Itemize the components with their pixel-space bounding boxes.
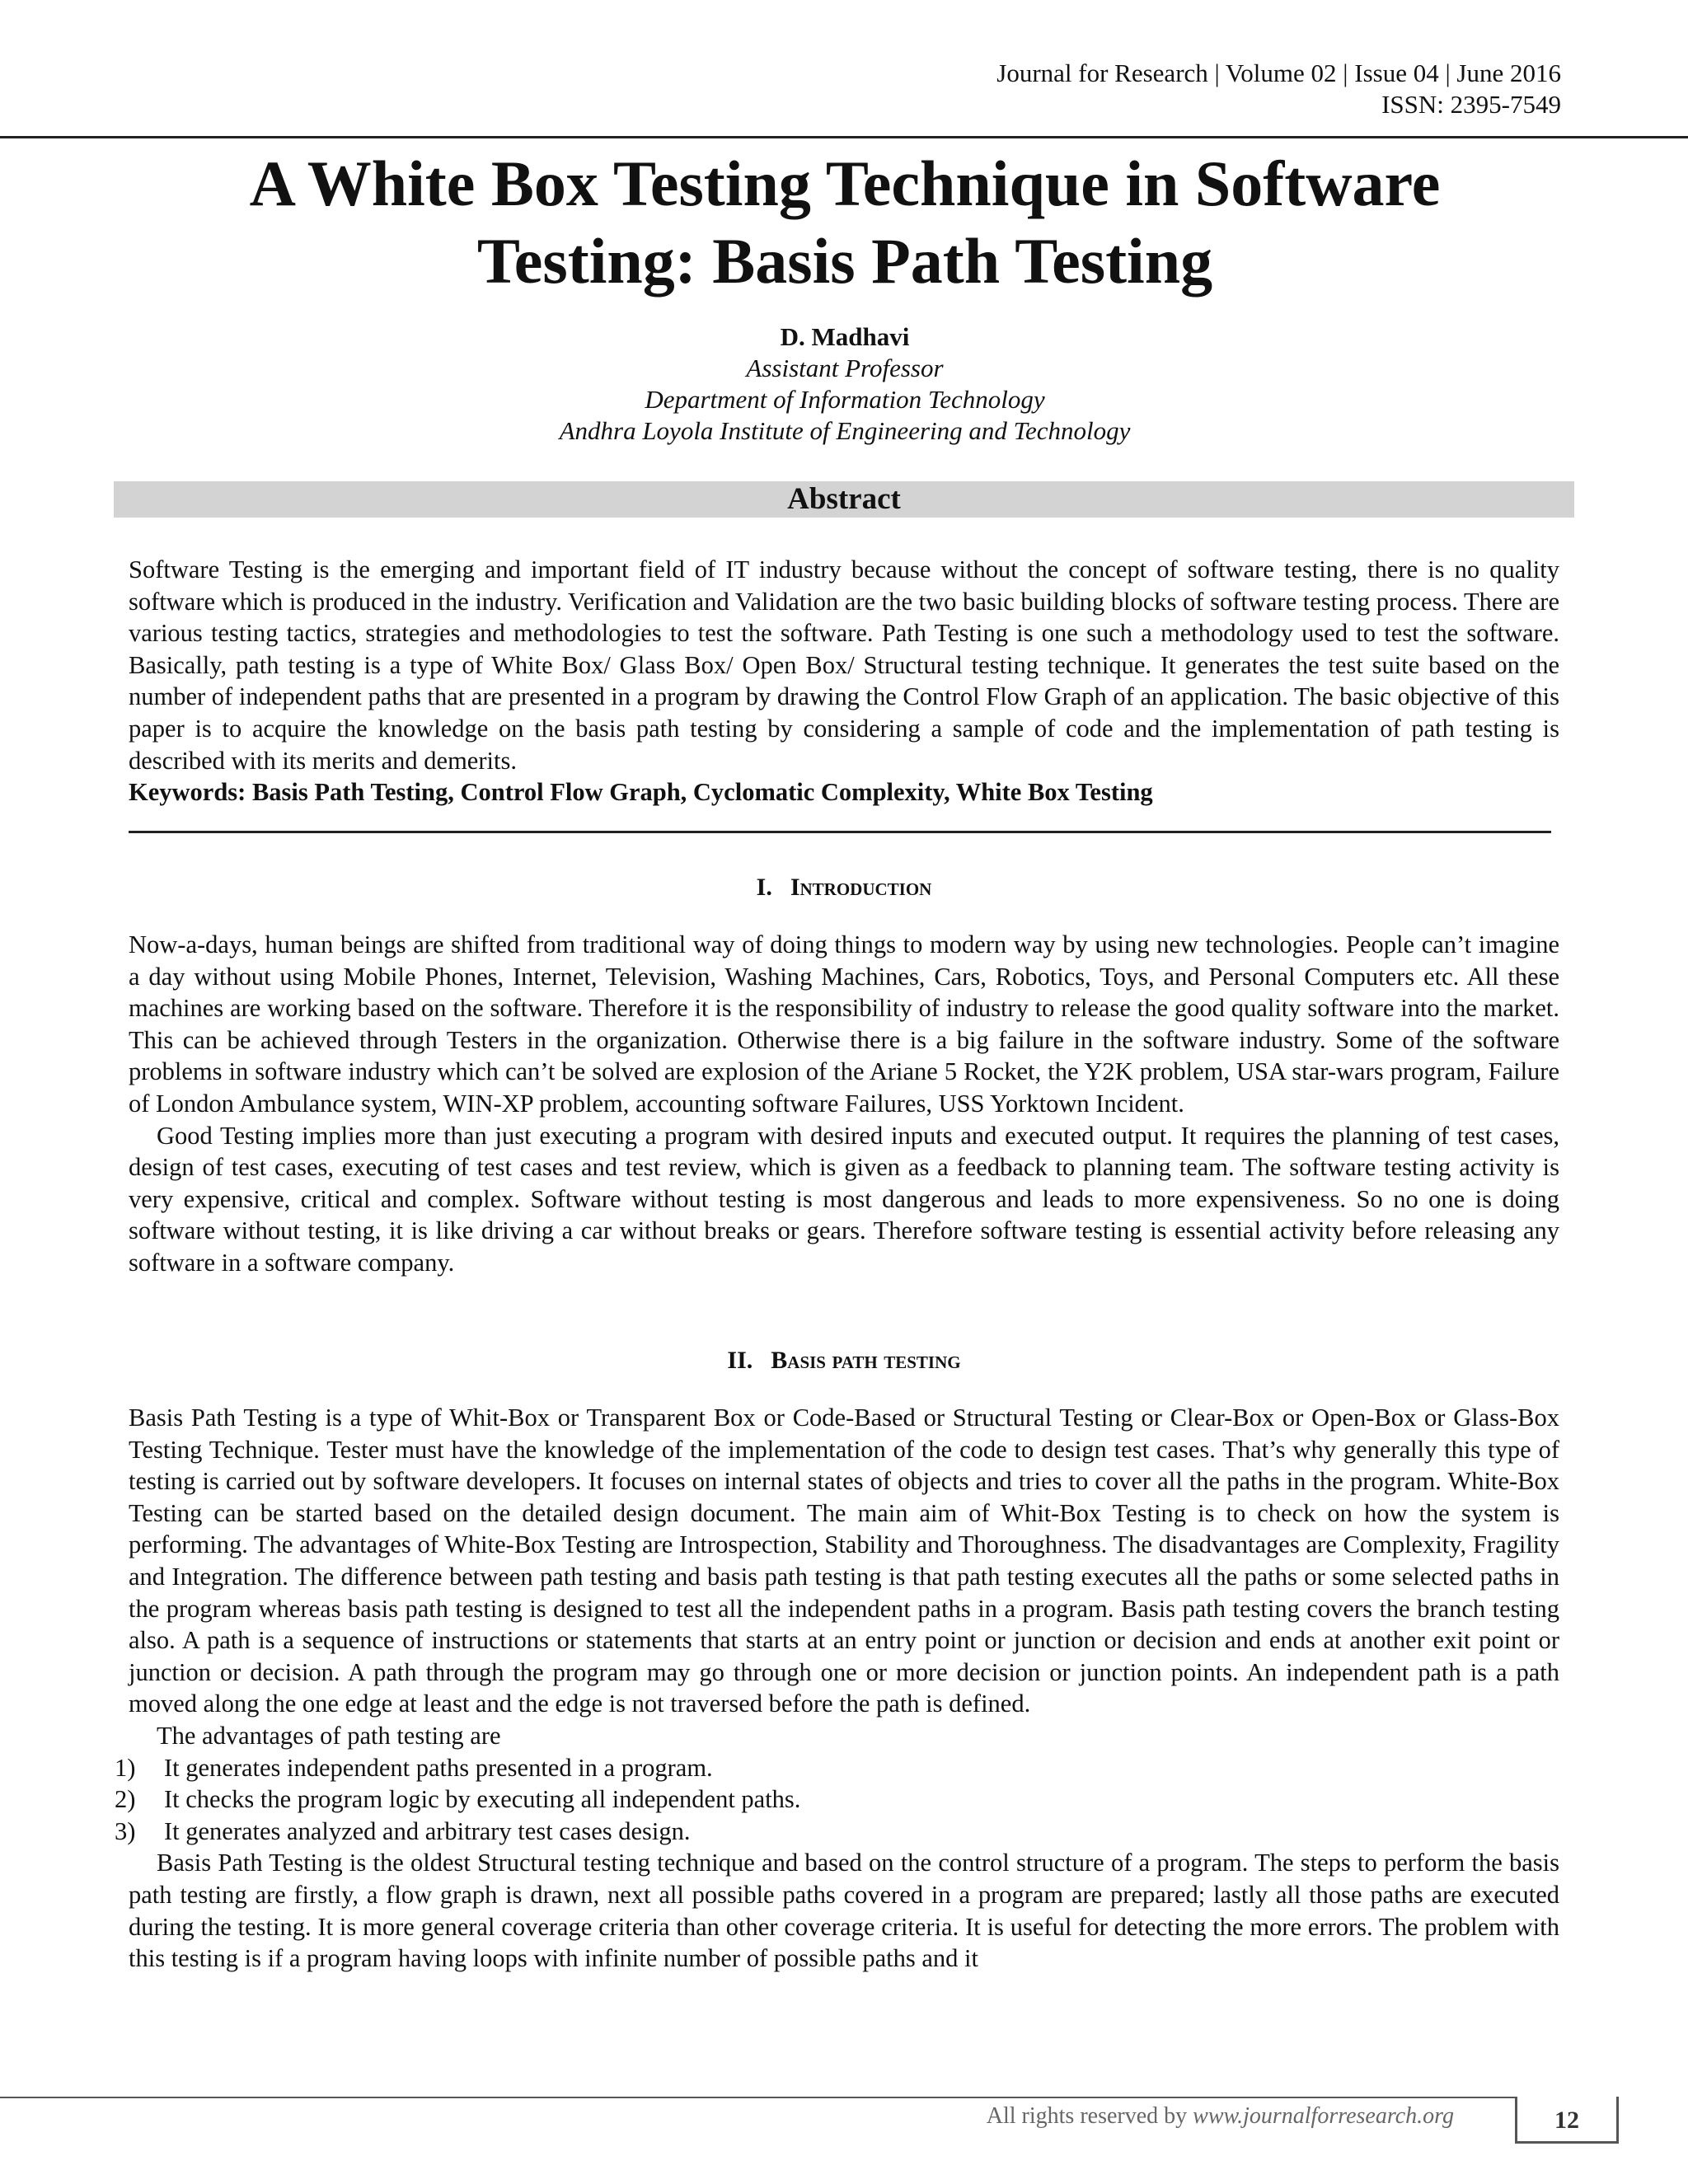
paragraph: Basis Path Testing is a type of Whit-Box or Transparent Box or Code-Based or Structural Testing or Clear-Box or Open-Box or Glass-Box Testing Technique. Tester must have the knowledge of the implementation of the code to design test cases. That’s why generally this type of testing is carried out by software developers. It focuses on internal states of objects and tries to cover all the paths in the program. White-Box Testing can be started based on the detailed design document. The main aim of Whit-Box Testing is to check on how the system is performing. The advantages of White-Box Testing are Introspection, Stability and Thoroughness. The disadvantages are Complexity, Fragility and Integration. The difference between path testing and basis path testing is that path testing executes all the paths or some selected paths in the program whereas basis path testing is designed to test all the independent paths in a program. Basis path testing covers the branch testing also. A path is a sequence of instructions or statements that starts at an entry point or junction or decision and ends at another exit point or junction or decision. A path through the program may go through one or more decision or junction points. An independent path is a path moved along the one edge at least and the edge is not traversed before the path is defined. xyxy=(129,1404,1559,1718)
author-institution: Andhra Loyola Institute of Engineering and Technology xyxy=(559,416,1131,445)
list-number: 3) xyxy=(115,1816,136,1845)
footer-rights xyxy=(987,2102,1454,2131)
header-rule xyxy=(0,136,1688,138)
abstract-text: Software Testing is the emerging and important field of IT industry because without the concept of software testing, there is no quality software which is produced in the industry. Verification and Validation are the two basic building blocks of software testing process. There are various testing tactics, strategies and methodologies to test the software. Path Testing is one such a methodology used to test the software. Basically, path testing is a type of White Box/ Glass Box/ Open Box/ Structural testing technique. It generates the test suite based on the number of independent paths that are presented in a program by drawing the Control Flow Graph of an application. The basic objective of this paper is to acquire the knowledge on the basis path testing by considering a sample of code and the implementation of path testing is described with its merits and demerits. xyxy=(129,555,1559,775)
list-item xyxy=(115,1783,1559,1816)
title-line-2: Testing: Basis Path Testing xyxy=(476,225,1213,297)
section-heading-introduction xyxy=(129,872,1559,903)
author-name: D. Madhavi xyxy=(780,322,910,351)
list-number: 2) xyxy=(115,1785,136,1814)
section-number: II. xyxy=(727,1347,753,1374)
issn: ISSN: 2395-7549 xyxy=(1381,90,1561,119)
abstract-rule xyxy=(129,831,1551,833)
abstract-block xyxy=(129,554,1559,808)
list-text: It generates analyzed and arbitrary test cases design. xyxy=(164,1816,691,1845)
section-title: Introduction xyxy=(790,874,932,901)
paragraph: Now-a-days, human beings are shifted from traditional way of doing things to modern way by using new technologies. People can’t imagine a day without using Mobile Phones, Internet, Television, Washing Machines, Cars, Robotics, Toys, and Personal Computers etc. All these machines are working based on the software. Therefore it is the responsibility of industry to release the good quality software into the market. This can be achieved through Testers in the organization. Otherwise there is a big failure in the software industry. Some of the software problems in software industry which can’t be solved are explosion of the Ariane 5 Rocket, the Y2K problem, USA star-wars program, Failure of London Ambulance system, WIN-XP problem, accounting software Failures, USS Yorktown Incident. xyxy=(129,930,1559,1118)
author-position: Assistant Professor xyxy=(746,354,944,382)
running-header xyxy=(737,58,1561,120)
footer-rule xyxy=(0,2097,1515,2098)
list-item xyxy=(115,1752,1559,1784)
rights-text: All rights reserved by xyxy=(986,2103,1188,2129)
paragraph: Basis Path Testing is the oldest Structural testing technique and based on the control structure of a program. The steps to perform the basis path testing are firstly, a flow graph is drawn, next all possible paths covered in a program are prepared; lastly all those paths are executed during the testing. It is more general coverage criteria than other coverage criteria. It is useful for detecting the more errors. The problem with this testing is if a program having loops with infinite number of possible paths and it xyxy=(129,1849,1559,1973)
author-department: Department of Information Technology xyxy=(645,385,1045,414)
section-heading-basis-path-testing xyxy=(129,1345,1559,1376)
list-item xyxy=(115,1816,1559,1848)
paragraph: Good Testing implies more than just executing a program with desired inputs and executed output. It requires the planning of test cases, design of test cases, executing of test cases and test review, which is given as a feedback to planning team. The software testing activity is very expensive, critical and complex. Software without testing is most dangerous and leads to more expensiveness. So no one is doing software without testing, it is like driving a car without breaks or gears. Therefore software testing is essential activity before releasing any software in a software company. xyxy=(129,1121,1559,1277)
introduction-body xyxy=(129,929,1559,1279)
list-text: It generates independent paths presented in a program. xyxy=(164,1753,713,1782)
list-number: 1) xyxy=(115,1753,136,1782)
list-text: It checks the program logic by executing all independent paths. xyxy=(164,1785,801,1814)
basis-path-body xyxy=(115,1402,1559,1975)
journal-url: www.journalforresearch.org xyxy=(1193,2103,1454,2129)
keywords: Keywords: Basis Path Testing, Control Flow Graph, Cyclomatic Complexity, White Box Testing xyxy=(129,778,1153,807)
section-number: I. xyxy=(756,874,772,901)
abstract-heading: Abstract xyxy=(114,481,1574,518)
section-title: Basis path testing xyxy=(771,1347,961,1374)
author-block xyxy=(115,321,1574,447)
advantages-intro: The advantages of path testing are xyxy=(157,1721,501,1750)
page-number: 12 xyxy=(1515,2097,1619,2144)
paper-title xyxy=(115,145,1574,300)
journal-info: Journal for Research | Volume 02 | Issue 04 | June 2016 xyxy=(996,59,1561,87)
advantages-list xyxy=(115,1752,1559,1848)
title-line-1: A White Box Testing Technique in Software xyxy=(249,148,1441,219)
